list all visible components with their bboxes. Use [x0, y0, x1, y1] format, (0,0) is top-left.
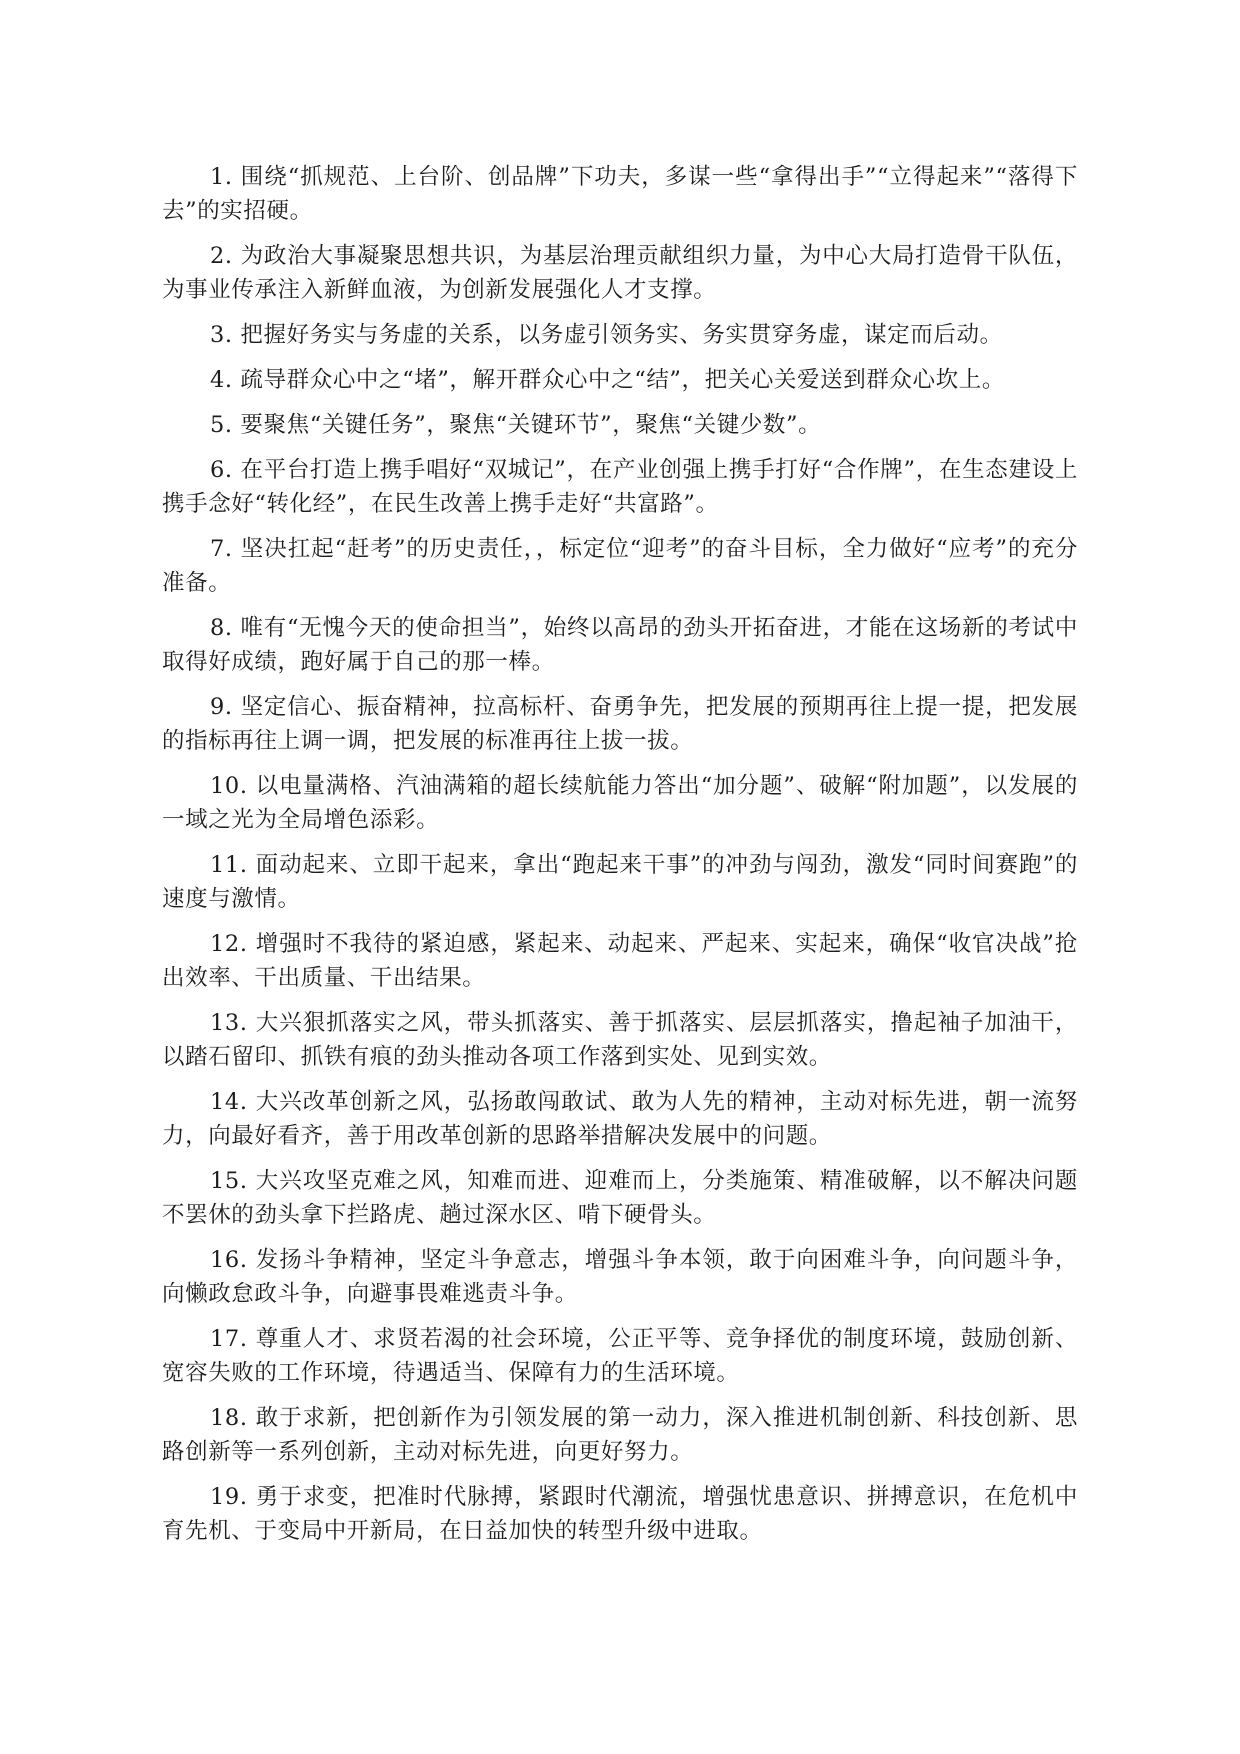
list-item-18: 18. 敢于求新，把创新作为引领发展的第一动力，深入推进机制创新、科技创新、思路创新等一系列创新，主动对标先进，向更好努力。	[162, 1405, 1078, 1465]
list-item-3: 3. 把握好务实与务虚的关系，以务虚引领务实、务实贯穿务虚，谋定而后动。	[210, 322, 1003, 348]
list-item-15: 15. 大兴攻坚克难之风，知难而进、迎难而上，分类施策、精准破解，以不解决问题不罢休的劲头拿下拦路虎、趟过深水区、啃下硬骨头。	[162, 1168, 1078, 1228]
list-item-9: 9. 坚定信心、振奋精神，拉高标杆、奋勇争先，把发展的预期再往上提一提，把发展的指标再往上调一调，把发展的标准再往上拔一拔。	[162, 694, 1078, 754]
list-item-8: 8. 唯有“无愧今天的使命担当”，始终以高昂的劲头开拓奋进，才能在这场新的考试中取得好成绩，跑好属于自己的那一棒。	[162, 615, 1078, 675]
list-item-2: 2. 为政治大事凝聚思想共识，为基层治理贡献组织力量，为中心大局打造骨干队伍，为事业传承注入新鲜血液，为创新发展强化人才支撑。	[162, 243, 1078, 303]
list-item-12: 12. 增强时不我待的紧迫感，紧起来、动起来、严起来、实起来，确保“收官决战”抢出效率、干出质量、干出结果。	[162, 931, 1078, 991]
list-item-19: 19. 勇于求变，把准时代脉搏，紧跟时代潮流，增强忧患意识、拼搏意识，在危机中育先机、于变局中开新局，在日益加快的转型升级中进取。	[162, 1484, 1078, 1544]
list-item-7: 7. 坚决扛起“赶考”的历史责任，，标定位“迎考”的奋斗目标，全力做好“应考”的充分准备。	[162, 536, 1078, 596]
list-item-1: 1. 围绕“抓规范、上台阶、创品牌”下功夫，多谋一些“拿得出手”“立得起来”“落得下去”的实招硬。	[162, 164, 1078, 224]
list-item-14: 14. 大兴改革创新之风，弘扬敢闯敢试、敢为人先的精神，主动对标先进，朝一流努力，向最好看齐，善于用改革创新的思路举措解决发展中的问题。	[162, 1089, 1078, 1149]
list-item-4: 4. 疏导群众心中之“堵”，解开群众心中之“结”，把关心关爱送到群众心坎上。	[210, 367, 1005, 393]
document-body	[162, 160, 1078, 1559]
list-item-5: 5. 要聚焦“关键任务”，聚焦“关键环节”，聚焦“关键少数”。	[210, 412, 822, 438]
list-item-16: 16. 发扬斗争精神，坚定斗争意志，增强斗争本领，敢于向困难斗争，向问题斗争，向懒政怠政斗争，向避事畏难逃责斗争。	[162, 1247, 1078, 1307]
list-item-10: 10. 以电量满格、汽油满箱的超长续航能力答出“加分题”、破解“附加题”，以发展的一域之光为全局增色添彩。	[162, 773, 1078, 833]
list-item-11: 11. 面动起来、立即干起来，拿出“跑起来干事”的冲劲与闯劲，激发“同时间赛跑”的速度与激情。	[162, 852, 1078, 912]
list-item-17: 17. 尊重人才、求贤若渴的社会环境，公正平等、竞争择优的制度环境，鼓励创新、宽容失败的工作环境，待遇适当、保障有力的生活环境。	[162, 1326, 1078, 1386]
list-item-6: 6. 在平台打造上携手唱好“双城记”，在产业创强上携手打好“合作牌”，在生态建设上携手念好“转化经”，在民生改善上携手走好“共富路”。	[162, 457, 1078, 517]
list-item-13: 13. 大兴狠抓落实之风，带头抓落实、善于抓落实、层层抓落实，撸起袖子加油干，以踏石留印、抓铁有痕的劲头推动各项工作落到实处、见到实效。	[162, 1010, 1078, 1070]
